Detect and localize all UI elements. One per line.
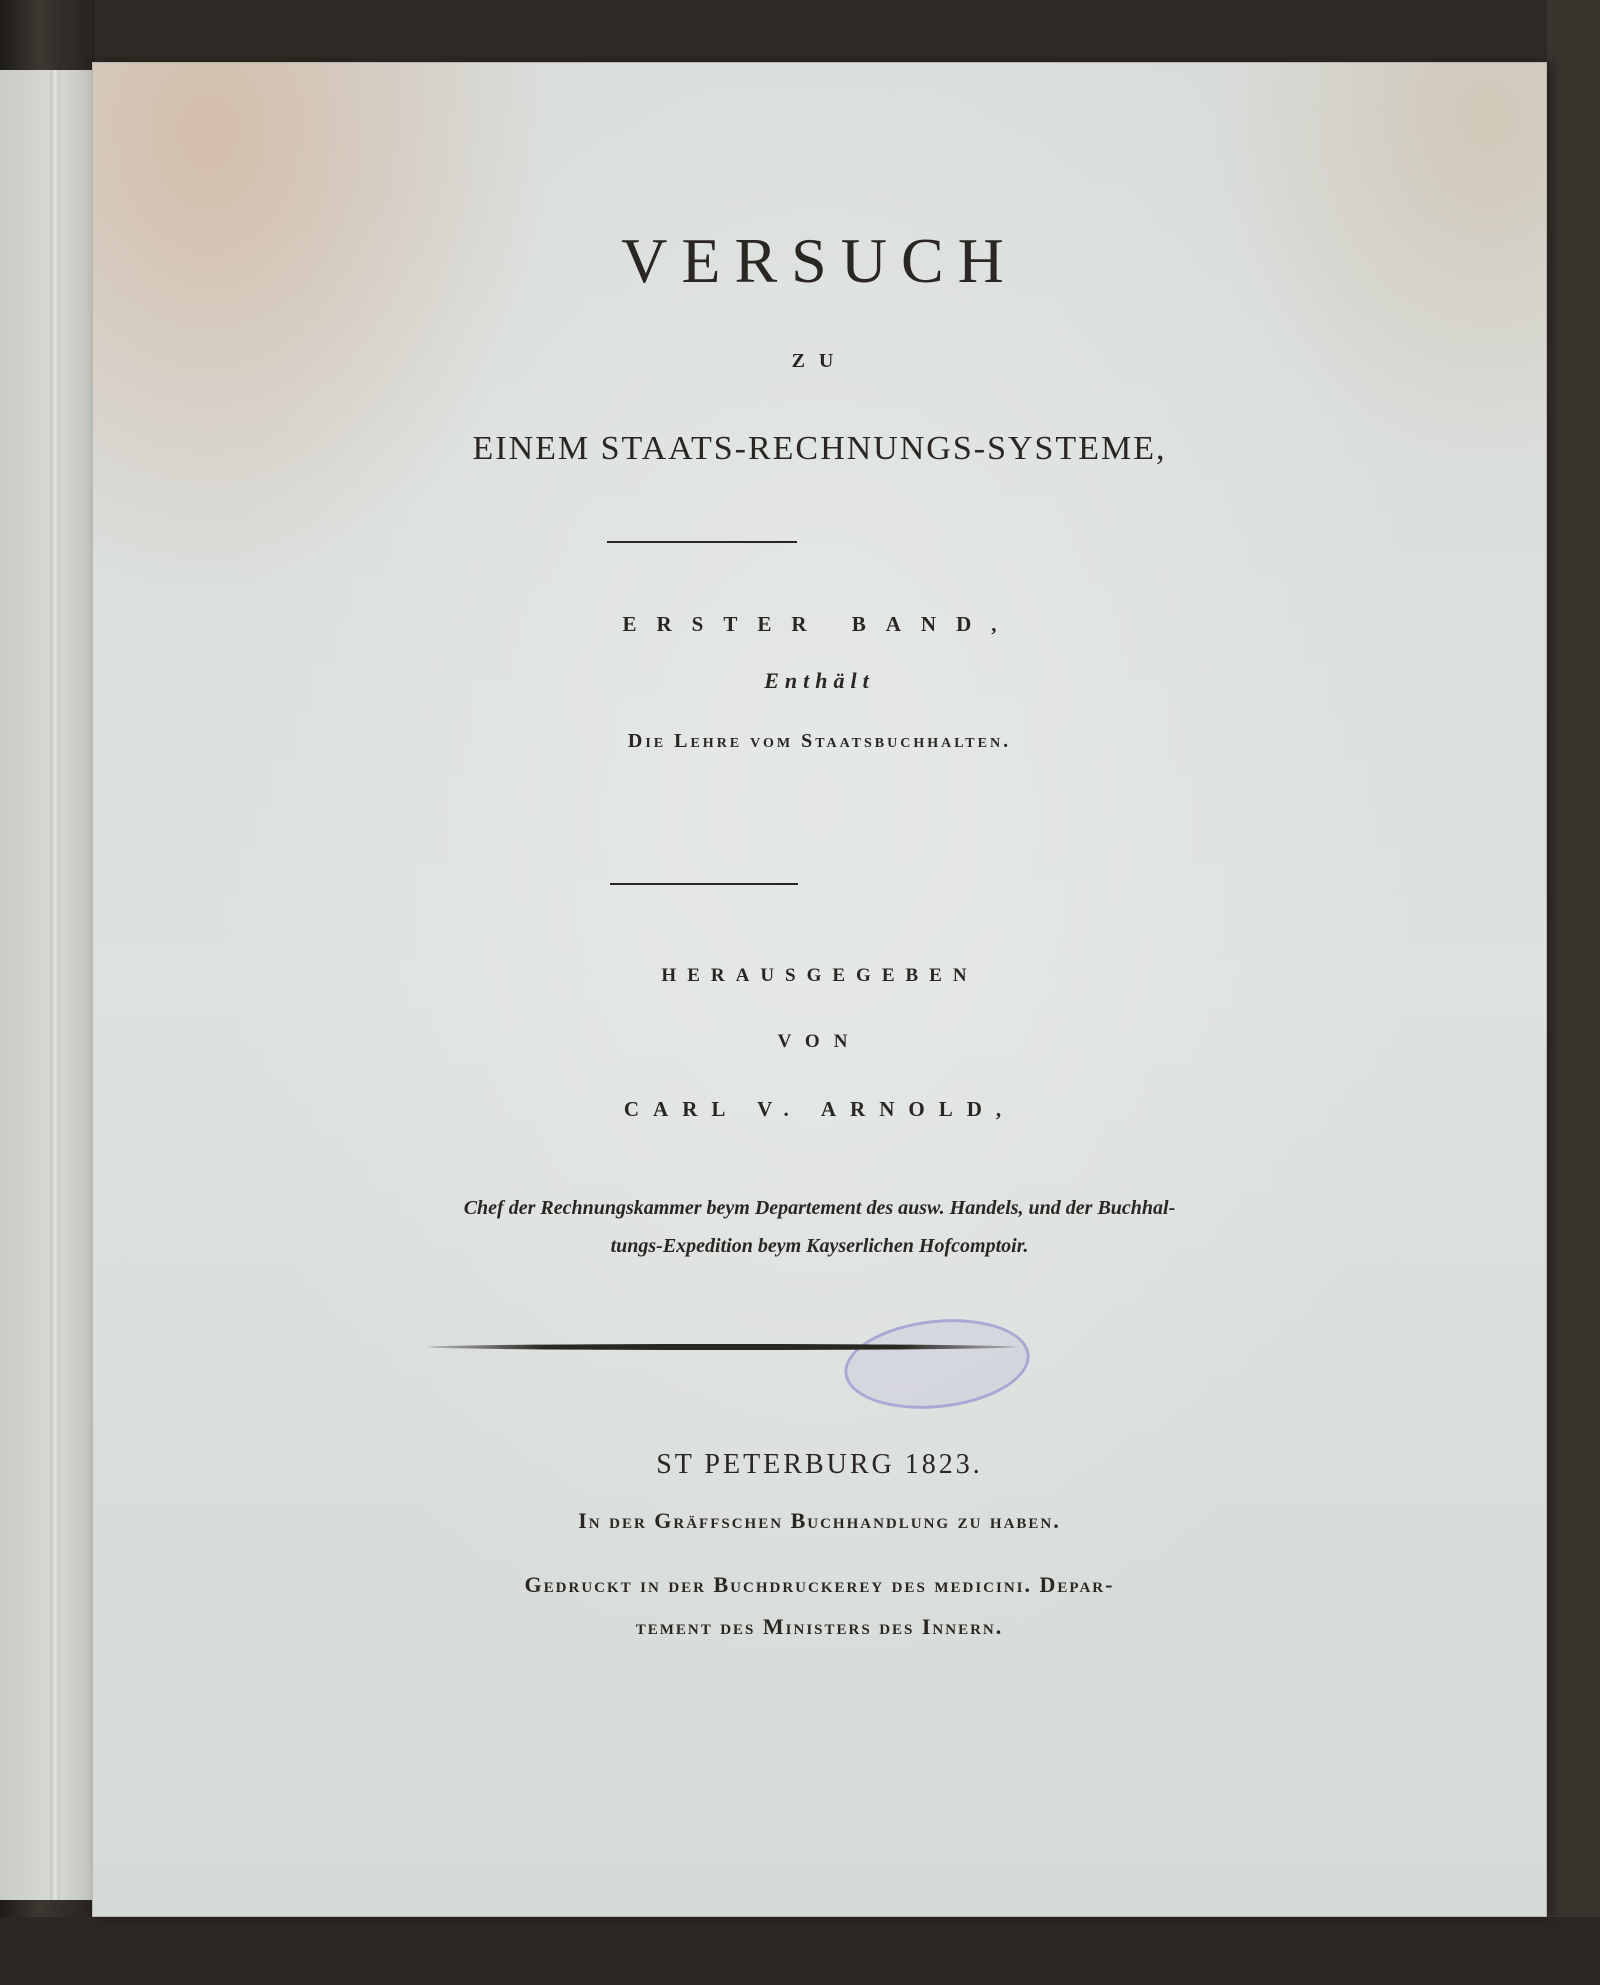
published-label: HERAUSGEGEBEN — [661, 965, 978, 986]
scan-background-bottom — [0, 1917, 1600, 1985]
title-page — [92, 62, 1547, 1917]
author-role — [92, 1189, 1547, 1265]
ornamental-rule — [427, 1344, 1017, 1350]
author-name: CARL V. ARNOLD, — [623, 1097, 1016, 1121]
volume-contents: Die Lehre vom Staatsbuchhalten. — [627, 730, 1012, 752]
imprint-printer-line: tement des Ministers des Innern. — [635, 1614, 1004, 1639]
by-label: VON — [777, 1031, 862, 1052]
imprint-bookshop: In der Gräffschen Buchhandlung zu haben. — [578, 1508, 1061, 1533]
library-oval-stamp — [840, 1311, 1034, 1418]
divider-rule — [610, 883, 798, 885]
leaf-fold — [50, 70, 60, 1900]
author-role-line: Chef der Rechnungskammer beym Departement des ausw. Handels, und der Buchhal- — [463, 1197, 1176, 1219]
scan-background-right — [1547, 0, 1600, 1985]
book-subtitle: EINEM STAATS-RECHNUNGS-SYSTEME, — [472, 430, 1167, 467]
contains-label: Enthält — [764, 668, 875, 693]
book-title: VERSUCH — [621, 225, 1018, 296]
divider-rule — [607, 541, 797, 543]
title-connector: ZU — [791, 350, 848, 372]
imprint-printer-line: Gedruckt in der Buchdruckerey des medicini. Depar- — [524, 1572, 1115, 1597]
imprint-city-year: ST PETERBURG 1823. — [656, 1449, 983, 1480]
imprint-printer — [92, 1564, 1547, 1648]
author-role-line: tungs-Expedition beym Kayserlichen Hofcomptoir. — [610, 1235, 1029, 1257]
facing-leaf — [0, 70, 93, 1900]
volume-label: ERSTER BAND, — [622, 612, 1017, 636]
